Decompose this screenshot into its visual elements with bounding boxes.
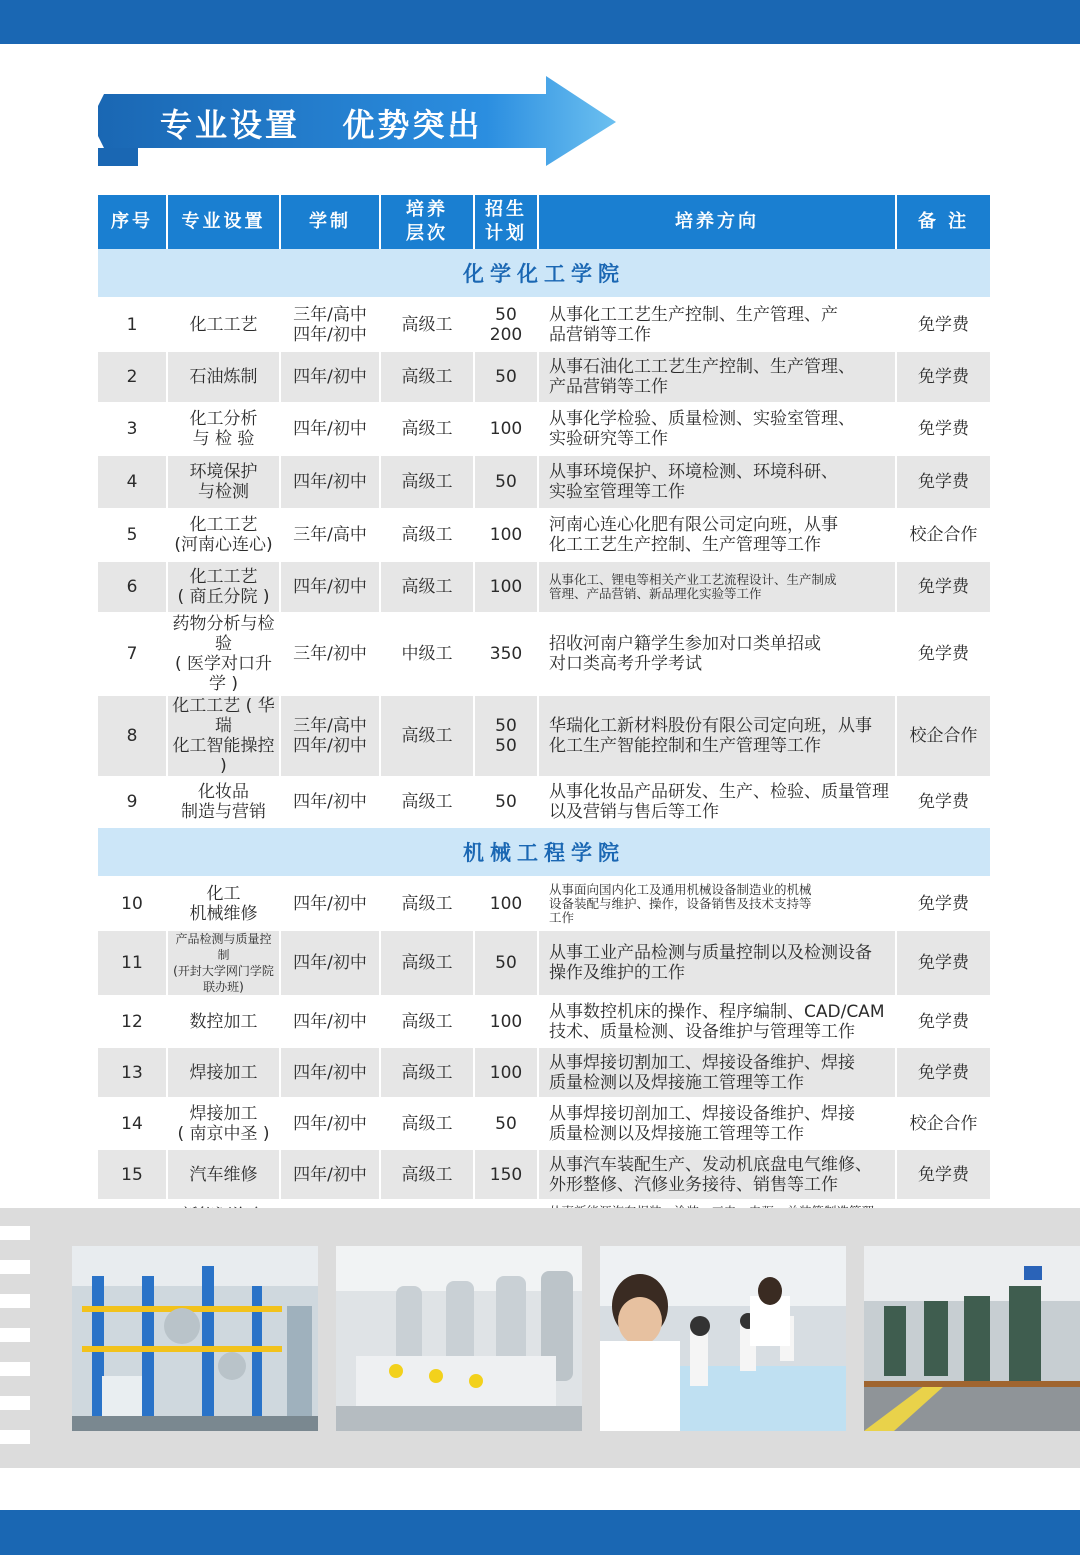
cell-level: 高级工 [380,1149,474,1200]
chemical-pilot-plant-photo [72,1246,318,1431]
cell-level: 高级工 [380,878,474,931]
section-title: 机械工程学院 [98,827,990,878]
cell-duration: 三年/初中 [280,613,380,695]
cell-remark: 校企合作 [896,1098,990,1149]
cell-major: 石油炼制 [167,351,280,403]
cell-plan: 50 [474,1098,538,1149]
cell-direction: 河南心连心化肥有限公司定向班，从事 化工工艺生产控制、生产管理等工作 [538,509,896,561]
cell-direction: 从事数控机床的操作、程序编制、CAD/CAM 技术、质量检测、设备维护与管理等工作 [538,996,896,1047]
cell-remark: 免学费 [896,561,990,613]
cell-major: 环境保护 与检测 [167,455,280,509]
cell-index: 1 [98,299,167,352]
cell-plan: 50 50 [474,695,538,777]
table-row [98,996,990,1047]
cell-index: 14 [98,1098,167,1149]
table-row [98,299,990,352]
cell-direction: 从事环境保护、环境检测、环境科研、 实验室管理等工作 [538,455,896,509]
table-header-row [98,195,990,249]
table-row [98,509,990,561]
header-plan: 招生 计划 [474,195,538,249]
cell-duration: 三年/高中 四年/初中 [280,299,380,352]
cell-duration: 三年/高中 四年/初中 [280,695,380,777]
cell-index: 6 [98,561,167,613]
header-duration: 学制 [280,195,380,249]
top-color-bar [0,0,1080,44]
cell-remark: 免学费 [896,455,990,509]
cell-level: 高级工 [380,1047,474,1098]
table-row [98,1098,990,1149]
cell-level: 高级工 [380,455,474,509]
cell-plan: 50 200 [474,299,538,352]
cell-plan: 100 [474,509,538,561]
cell-level: 中级工 [380,613,474,695]
cell-level: 高级工 [380,930,474,996]
cell-level: 高级工 [380,777,474,827]
cell-duration: 四年/初中 [280,455,380,509]
cell-direction: 从事化工工艺生产控制、生产管理、产 品营销等工作 [538,299,896,352]
cell-major: 化工工艺 [167,299,280,352]
table-row [98,403,990,455]
cell-index: 12 [98,996,167,1047]
header-direction: 培养方向 [538,195,896,249]
table-row [98,777,990,827]
cell-major: 药物分析与检验 ( 医学对口升学 ) [167,613,280,695]
cell-index: 9 [98,777,167,827]
cell-remark: 免学费 [896,1047,990,1098]
cell-remark: 校企合作 [896,695,990,777]
section-banner [98,76,618,168]
cell-plan: 50 [474,930,538,996]
cell-major: 数控加工 [167,996,280,1047]
cell-remark: 免学费 [896,613,990,695]
cell-plan: 100 [474,878,538,931]
cell-major: 化工工艺 (河南心连心) [167,509,280,561]
cell-level: 高级工 [380,299,474,352]
microscope-lab-photo [600,1246,846,1431]
cell-direction: 从事面向国内化工及通用机械设备制造业的机械 设备装配与维护、操作，设备销售及技术支持等 工作 [538,878,896,931]
cell-duration: 四年/初中 [280,878,380,931]
cell-index: 4 [98,455,167,509]
cell-index: 5 [98,509,167,561]
section-row [98,249,990,299]
cell-major: 化工 机械维修 [167,878,280,931]
cell-level: 高级工 [380,351,474,403]
cell-index: 2 [98,351,167,403]
cell-plan: 50 [474,351,538,403]
cell-index: 7 [98,613,167,695]
cell-level: 高级工 [380,561,474,613]
cell-direction: 从事焊接切剖加工、焊接设备维护、焊接 质量检测以及焊接施工管理等工作 [538,1098,896,1149]
cell-major: 汽车维修 [167,1149,280,1200]
cell-index: 10 [98,878,167,931]
cell-level: 高级工 [380,403,474,455]
cell-remark: 免学费 [896,996,990,1047]
cell-index: 13 [98,1047,167,1098]
cell-plan: 50 [474,777,538,827]
cell-index: 15 [98,1149,167,1200]
header-remark: 备 注 [896,195,990,249]
table-row [98,1047,990,1098]
cell-plan: 100 [474,403,538,455]
cell-remark: 免学费 [896,403,990,455]
cell-major: 化妆品 制造与营销 [167,777,280,827]
cell-level: 高级工 [380,509,474,561]
cell-major: 化工工艺 ( 商丘分院 ) [167,561,280,613]
cell-direction: 从事石油化工工艺生产控制、生产管理、 产品营销等工作 [538,351,896,403]
cell-direction: 从事焊接切割加工、焊接设备维护、焊接 质量检测以及焊接施工管理等工作 [538,1047,896,1098]
header-index: 序号 [98,195,167,249]
cell-duration: 四年/初中 [280,1098,380,1149]
cell-remark: 免学费 [896,930,990,996]
banner-title: 专业设置 优势突出 [160,106,483,144]
cell-duration: 四年/初中 [280,561,380,613]
cell-index: 11 [98,930,167,996]
cell-plan: 50 [474,455,538,509]
cell-duration: 四年/初中 [280,930,380,996]
cell-remark: 免学费 [896,777,990,827]
cell-remark: 免学费 [896,351,990,403]
cell-remark: 免学费 [896,878,990,931]
table-row [98,878,990,931]
cell-duration: 四年/初中 [280,1149,380,1200]
cell-duration: 四年/初中 [280,403,380,455]
table-row [98,930,990,996]
majors-table [98,195,990,1253]
cell-level: 高级工 [380,695,474,777]
section-row [98,827,990,878]
cell-direction: 招收河南户籍学生参加对口类单招或 对口类高考升学考试 [538,613,896,695]
cell-duration: 三年/高中 [280,509,380,561]
cell-level: 高级工 [380,1098,474,1149]
cell-major: 化工分析 与 检 验 [167,403,280,455]
cell-direction: 从事汽车装配生产、发动机底盘电气维修、 外形整修、汽修业务接待、销售等工作 [538,1149,896,1200]
cell-major: 焊接加工 ( 南京中圣 ) [167,1098,280,1149]
header-level: 培养 层次 [380,195,474,249]
cell-remark: 免学费 [896,1149,990,1200]
table-row [98,561,990,613]
table-row [98,351,990,403]
bottom-color-bar [0,1510,1080,1555]
header-major: 专业设置 [167,195,280,249]
cell-index: 8 [98,695,167,777]
table-row [98,613,990,695]
cell-plan: 150 [474,1149,538,1200]
cell-index: 3 [98,403,167,455]
cell-direction: 从事化学检验、质量检测、实验室管理、 实验研究等工作 [538,403,896,455]
cell-major: 焊接加工 [167,1047,280,1098]
cell-level: 高级工 [380,996,474,1047]
cell-duration: 四年/初中 [280,996,380,1047]
cell-remark: 免学费 [896,299,990,352]
cell-duration: 四年/初中 [280,1047,380,1098]
section-title: 化学化工学院 [98,249,990,299]
cell-direction: 从事工业产品检测与质量控制以及检测设备 操作及维护的工作 [538,930,896,996]
cell-plan: 100 [474,561,538,613]
cell-plan: 100 [474,996,538,1047]
table-row [98,695,990,777]
cell-duration: 四年/初中 [280,777,380,827]
milling-machine-workshop-photo [864,1246,1080,1431]
table-row [98,455,990,509]
cell-direction: 华瑞化工新材料股份有限公司定向班，从事 化工生产智能控制和生产管理等工作 [538,695,896,777]
cell-plan: 100 [474,1047,538,1098]
reactor-lab-photo [336,1246,582,1431]
cell-direction: 从事化妆品产品研发、生产、检验、质量管理 以及营销与售后等工作 [538,777,896,827]
table-row [98,1149,990,1200]
cell-major: 化工工艺 ( 华瑞 化工智能操控 ) [167,695,280,777]
cell-plan: 350 [474,613,538,695]
cell-direction: 从事化工、锂电等相关产业工艺流程设计、生产制成 管理、产品营销、新品理化实验等工作 [538,561,896,613]
cell-duration: 四年/初中 [280,351,380,403]
cell-remark: 校企合作 [896,509,990,561]
cell-major: 产品检测与质量控制 (开封大学网门学院联办班) [167,930,280,996]
